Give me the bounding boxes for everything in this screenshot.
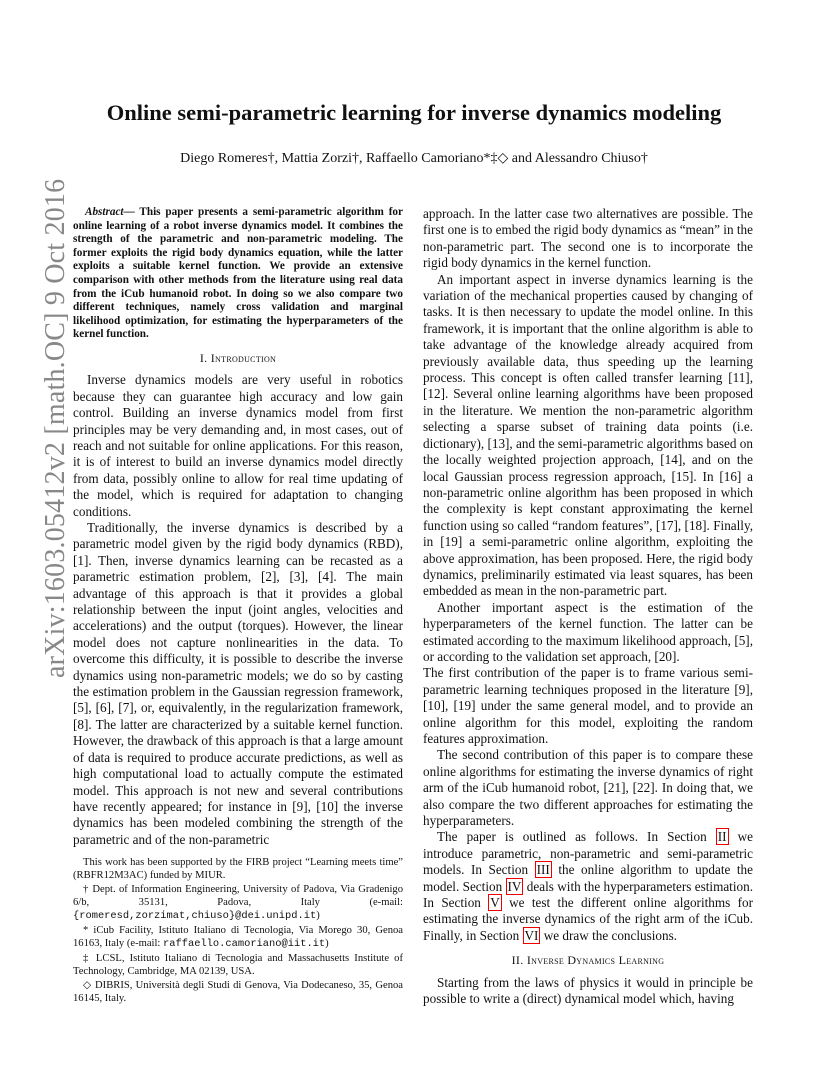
outline-text-e: we test the different online algorithms for estimating the inverse dynamics of the right arm of the iCub. Finally, in Section: [423, 895, 753, 943]
footnote-icub-text: * iCub Facility, Istituto Italiano di Tecnologia, Via Morego 30, Genoa 16163, Italy (e-mail:: [73, 925, 403, 949]
abstract: [73, 206, 403, 342]
footnote-icub-close: ): [325, 938, 329, 949]
email-link-padova[interactable]: {romeresd,zorzimat,chiuso}@dei.unipd.it: [73, 910, 317, 922]
footnote-funding: This work has been supported by the FIRB project “Learning meets time” (RBFR12M3AC) funded by MIUR.: [73, 857, 403, 881]
right-paragraph-4: The first contribution of the paper is to frame various semi-parametric learning techniques proposed in the literature [9], [10], [19] under the same general model, and to provide an online algorithm for this model, exploiting the random features approximation.: [423, 665, 753, 746]
footnote-dibris: ◇ DIBRIS, Università degli Studi di Genova, Via Dodecaneso, 35, Genoa 16145, Italy.: [73, 980, 403, 1004]
abstract-lead: Abstract: [85, 206, 124, 218]
footnote-lcsl: ‡ LCSL, Istituto Italiano di Tecnologia and Massachusetts Institute of Technology, Cambridge, MA 02139, USA.: [73, 953, 403, 977]
section-link-v[interactable]: V: [490, 895, 500, 911]
outline-text-c: the online algorithm to update the model. Section: [423, 862, 753, 894]
section-heading-inverse-dynamics: II. Inverse Dynamics Learning: [511, 953, 665, 968]
right-paragraph-7: Starting from the laws of physics it would in principle be possible to write a (direct) dynamical model which, having: [423, 974, 753, 1007]
right-column: [423, 206, 753, 1008]
paper-title: Online semi-parametric learning for inverse dynamics modeling: [106, 100, 722, 125]
intro-paragraph-1: Inverse dynamics models are very useful in robotics because they can guarantee high accuracy and low gain control. Building an inverse dynamics model from first principles may be very demanding and, in most cases, out of reach and not suitable for online applications. For this reason, it is of interest to build an inverse dynamics model directly from data, possibly online to allow for real time updating of the model, which is required for adaptation to changing conditions.: [73, 372, 403, 519]
abstract-text: — This paper presents a semi-parametric algorithm for online learning of a robot inverse dynamics model. It combines the strength of the parametric and non-parametric modeling. The former exploits the rigid body dynamics equation, while the latter exploits a suitable kernel function. We provide an extensive comparison with other methods from the literature using real data from the iCub humanoid robot. In doing so we also compare two different techniques, namely cross validation and marginal likelihood optimization, for estimating the hyperparameters of the kernel function.: [73, 206, 403, 341]
arxiv-sidebar: [20, 178, 71, 678]
author-list: Diego Romeres†, Mattia Zorzi†, Raffaello Camoriano*‡◇ and Alessandro Chiuso†: [180, 151, 648, 166]
left-column: [73, 206, 403, 848]
email-link-iit[interactable]: raffaello.camoriano@iit.it: [163, 938, 326, 950]
right-paragraph-2: An important aspect in inverse dynamics learning is the variation of the mechanical properties caused by changing of tasks. It is then necessary to update the model online. In this framework, it is important that the online algorithm is able to take advantage of the knowledge already acquired from previously available data, thus speeding up the learning process. This concept is often called transfer learning [11], [12]. Several online learning algorithms have been proposed in the literature. We mention the non-parametric algorithm selecting a sparse subset of training data points (i.e. dictionary), [13], and the semi-parametric algorithms based on the locally weighted projection approach, [14], and on the local Gaussian process regression approach, [15]. In [16] a non-parametric online algorithm has been proposed in which the complexity is kept constant approximating the kernel function using so called “random features”, [17], [18]. Finally, in [19] a semi-parametric online algorithm, exploiting the above approximation, has been proposed. Here, the rigid body dynamics, preliminarily estimated via least squares, has been embedded as mean in the non-parametric part.: [423, 271, 753, 599]
footnotes: [73, 856, 403, 1006]
right-paragraph-outline: [423, 829, 753, 944]
footnote-padova-close: ): [316, 910, 320, 921]
right-paragraph-5: The second contribution of this paper is to compare these online algorithms for estimating the inverse dynamics of right arm of the iCub humanoid robot, [21], [22]. In doing that, we also compare the two different approaches for estimating the hyperparameters.: [423, 747, 753, 829]
section-link-iii[interactable]: III: [536, 862, 550, 878]
section-heading-introduction: I. Introduction: [199, 350, 277, 365]
right-paragraph-1: approach. In the latter case two alternatives are possible. The first one is to embed the rigid body dynamics as “mean” in the non-parametric part. The second one is to incorporate the rigid body dynamics in the kernel function.: [423, 206, 753, 271]
section-link-ii[interactable]: II: [717, 829, 727, 845]
footnote-icub: [73, 924, 403, 951]
intro-paragraph-2: Traditionally, the inverse dynamics is described by a parametric model given by the rigid body dynamics (RBD), [1]. Then, inverse dynamics learning can be recasted as a parametric estimation problem, [2], [3], [4]. The main advantage of this approach is that it provides a global relationship between the input (joint angles, velocities and accelerations) and the output (torques). However, the linear model does not capture nonlinearities in the data. To overcome this difficulty, it is possible to describe the inverse dynamics using non-parametric models; we do so by casting the estimation problem in the Gaussian regression framework, [5], [6], [7], or, equivalently, in the regularization framework, [8]. The latter are characterized by a suitable kernel function. However, the drawback of this approach is that a large amount of data is required to produce accurate predictions, as well as high computational load to actually compute the estimated model. This approach is not new and several contributions have recently appeared; for instance in [9], [10] the inverse dynamics has been modeled combining the strength of the parametric and of the non-parametric: [73, 520, 403, 847]
outline-text-d: deals with the hyperparameters estimation. In Section: [423, 878, 753, 911]
right-paragraph-3: Another important aspect is the estimation of the hyperparameters of the kernel function. The latter can be estimated according to the maximum likelihood approach, [5], or according to the validation set approach, [20].: [423, 599, 753, 664]
section-link-vi[interactable]: VI: [524, 927, 539, 943]
section-link-iv[interactable]: IV: [507, 878, 522, 894]
outline-text-a: The paper is outlined as follows. In Section: [437, 829, 716, 845]
footnote-padova-text: † Dept. of Information Engineering, University of Padova, Via Gradenigo 6/b, 35131, Padova, Italy (e-mail:: [73, 884, 403, 908]
arxiv-identifier: arXiv:1603.05412v2 [math.OC] 9 Oct 2016: [40, 178, 71, 678]
footnote-padova: [73, 883, 403, 923]
outline-text-f: we draw the conclusions.: [540, 927, 678, 943]
outline-text-b: we introduce parametric, non-parametric and semi-parametric models. In Section: [423, 829, 753, 878]
